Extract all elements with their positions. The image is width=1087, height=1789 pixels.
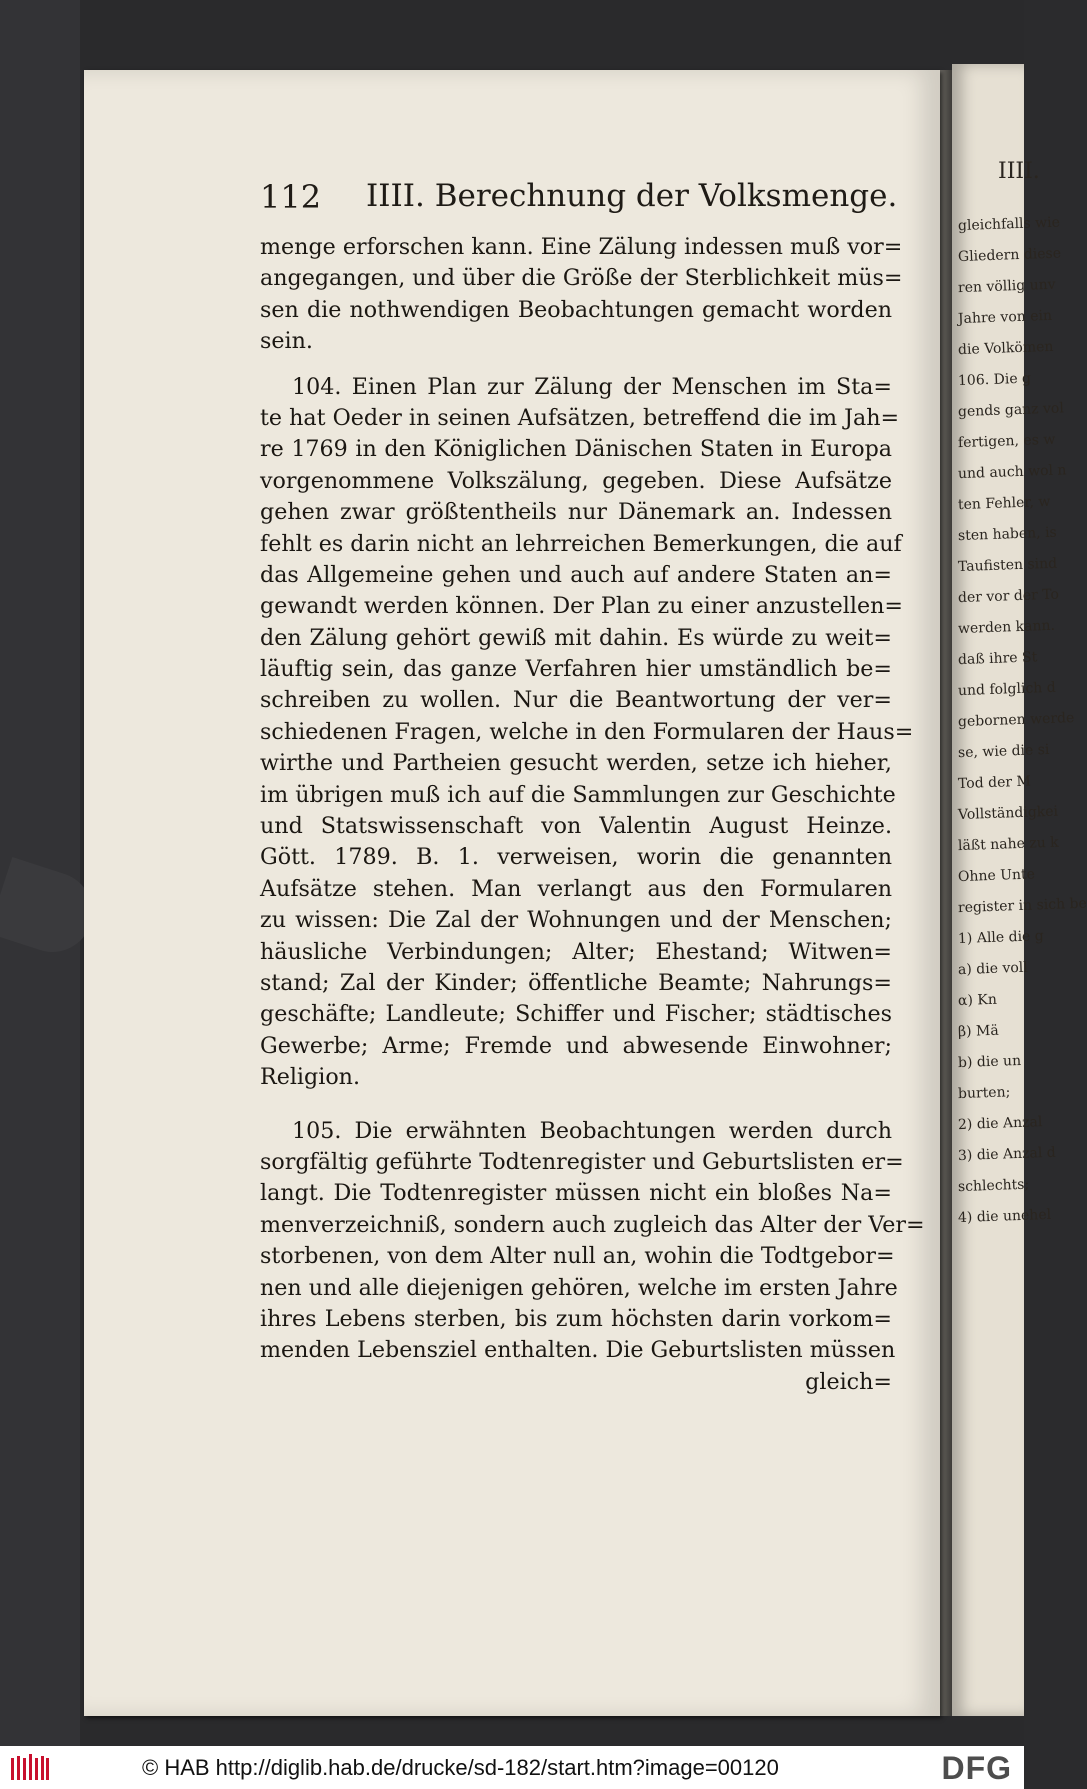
text-line: storbenen, von dem Alter null an, wohin die Todtgebor= bbox=[260, 1243, 895, 1270]
facing-page-line: se, wie die si bbox=[957, 741, 1050, 762]
text-line: schreiben zu wollen. Nur die Beantwortung der ver= bbox=[260, 687, 892, 714]
text-line: ihres Lebens sterben, bis zum höchsten darin vorkom= bbox=[260, 1305, 892, 1332]
text-line: den Zälung gehört gewiß mit dahin. Es würde zu weit= bbox=[260, 624, 892, 651]
facing-page-line: Ohne Unte bbox=[957, 866, 1036, 886]
facing-page-line: gebornen werde bbox=[957, 710, 1075, 731]
text-line: stand; Zal der Kinder; öffentliche Beamte; Nahrungs= bbox=[260, 969, 892, 996]
text-line: das Allgemeine gehen und auch auf andere Staten an= bbox=[260, 561, 892, 588]
text-line: wirthe und Partheien gesucht werden, setze ich hieher, bbox=[260, 750, 892, 777]
facing-page-line: Jahre von ein bbox=[957, 307, 1053, 328]
facing-page-line: ten Fehler, w bbox=[957, 493, 1051, 514]
facing-page-line: sten haben, is bbox=[957, 524, 1058, 545]
text-line: im übrigen muß ich auf die Sammlungen zur Geschichte bbox=[260, 781, 896, 808]
text-line: Gewerbe; Arme; Fremde und abwesende Einwohner; bbox=[260, 1032, 892, 1059]
text-line: menge erforschen kann. Eine Zälung indessen muß vor= bbox=[260, 234, 903, 260]
facing-page bbox=[952, 64, 1087, 1716]
text-line: menverzeichniß, sondern auch zugleich das Alter der Ver= bbox=[260, 1211, 925, 1238]
facing-page-line: schlechts; bbox=[957, 1176, 1030, 1196]
facing-page-title: IIII. bbox=[998, 159, 1040, 184]
page-gutter-shadow bbox=[940, 70, 952, 1716]
facing-page-line: ren völlig unv bbox=[957, 276, 1056, 297]
text-line: häusliche Verbindungen; Alter; Ehestand; Witwen= bbox=[260, 938, 892, 965]
facing-page-line: α) Kn bbox=[957, 991, 998, 1010]
text-line: re 1769 in den Königlichen Dänischen Staten in Europa bbox=[260, 436, 892, 463]
facing-page-line: 3) die Anzal d bbox=[957, 1144, 1056, 1165]
facing-page-line: Vollständigkei bbox=[957, 803, 1059, 824]
text-line: sorgfältig geführte Todtenregister und Geburtslisten er= bbox=[260, 1148, 904, 1175]
facing-page-line: 1) Alle die g bbox=[957, 928, 1045, 948]
paragraph-105-start: 105. Die erwähnten Beobachtungen werden durch bbox=[292, 1117, 892, 1144]
catchword: gleich= bbox=[805, 1368, 892, 1395]
facing-page-line: werden kann. bbox=[957, 617, 1056, 638]
copyright-url[interactable]: © HAB http://diglib.hab.de/drucke/sd-182/start.htm?image=00120 bbox=[142, 1755, 779, 1780]
text-line: sein. bbox=[260, 328, 313, 355]
facing-page-line: 106. Die g bbox=[957, 370, 1032, 390]
text-line: langt. Die Todtenregister müssen nicht ein bloßes Na= bbox=[260, 1180, 892, 1207]
text-line: gehen zwar größtentheils nur Dänemark an. Indessen bbox=[260, 499, 892, 526]
text-line: Gött. 1789. B. 1. verweisen, worin die genannten bbox=[260, 844, 892, 871]
facing-page-line: die Volkömen bbox=[957, 338, 1054, 359]
facing-page-line: fertigen, es w bbox=[957, 431, 1056, 452]
facing-page-line: 2) die Anzal bbox=[957, 1114, 1043, 1134]
text-line: Religion. bbox=[260, 1064, 361, 1091]
hab-library-logo bbox=[10, 1754, 50, 1782]
dfg-logo: DFG bbox=[941, 1750, 1012, 1786]
facing-page-line: 4) die unehel bbox=[957, 1206, 1052, 1227]
facing-page-line: gends ganz vol bbox=[957, 400, 1065, 421]
text-line: läuftig sein, das ganze Verfahren hier umständlich be= bbox=[260, 656, 892, 683]
text-line: gewandt werden können. Der Plan zu einer anzustellen= bbox=[260, 593, 903, 620]
facing-page-line: Taufisten sind bbox=[957, 555, 1058, 576]
text-line: nen und alle diejenigen gehören, welche im ersten Jahre bbox=[260, 1274, 898, 1301]
text-line: te hat Oeder in seinen Aufsätzen, betreffend die im Jah= bbox=[260, 404, 900, 431]
facing-page-line: register in sich be bbox=[957, 895, 1087, 917]
paragraph-104-start: 104. Einen Plan zur Zälung der Menschen im Sta= bbox=[292, 373, 892, 400]
text-line: Aufsätze stehen. Man verlangt aus den Formularen bbox=[260, 875, 892, 902]
running-title: IIII. Berechnung der Volksmenge. bbox=[366, 178, 898, 214]
text-line: angegangen, und über die Größe der Sterblichkeit müs= bbox=[260, 265, 903, 292]
facing-page-line: β) Mä bbox=[957, 1022, 999, 1041]
text-line: sen die nothwendigen Beobachtungen gemacht worden bbox=[260, 296, 892, 323]
footer-bar bbox=[0, 1746, 1024, 1789]
page-body bbox=[260, 232, 925, 1398]
page-header bbox=[260, 178, 898, 218]
facing-page-line: a) die voll bbox=[957, 959, 1028, 979]
facing-page-line: Gliedern diese bbox=[957, 245, 1062, 266]
text-line: fehlt es darin nicht an lehrreichen Bemerkungen, die auf bbox=[260, 530, 902, 557]
text-line: vorgenommene Volkszälung, gegeben. Diese Aufsätze bbox=[260, 467, 892, 494]
facing-page-line: gleichfalls wie bbox=[957, 214, 1061, 235]
facing-page-line: burten; bbox=[957, 1084, 1011, 1103]
text-line: geschäfte; Landleute; Schiffer und Fischer; städtisches bbox=[260, 1001, 892, 1028]
page-number: 112 bbox=[260, 178, 322, 216]
text-line: und Statswissenschaft von Valentin August Heinze. bbox=[260, 813, 892, 840]
facing-page-line: Tod der M bbox=[957, 773, 1032, 793]
text-line: schiedenen Fragen, welche in den Formularen der Haus= bbox=[260, 718, 914, 745]
facing-page-line: und folglich d bbox=[957, 679, 1056, 700]
text-line: zu wissen: Die Zal der Wohnungen und der Menschen; bbox=[260, 907, 892, 934]
facing-page-text bbox=[957, 209, 1087, 1232]
facing-page-line: b) die un bbox=[957, 1052, 1022, 1072]
facing-page-line: der vor der To bbox=[957, 586, 1060, 607]
text-line: menden Lebensziel enthalten. Die Geburtslisten müssen bbox=[260, 1337, 896, 1364]
facing-page-line: und auch wol n bbox=[957, 462, 1067, 483]
facing-page-line: daß ihre St bbox=[957, 649, 1038, 669]
facing-page-line: läßt nahe zu k bbox=[957, 834, 1059, 855]
